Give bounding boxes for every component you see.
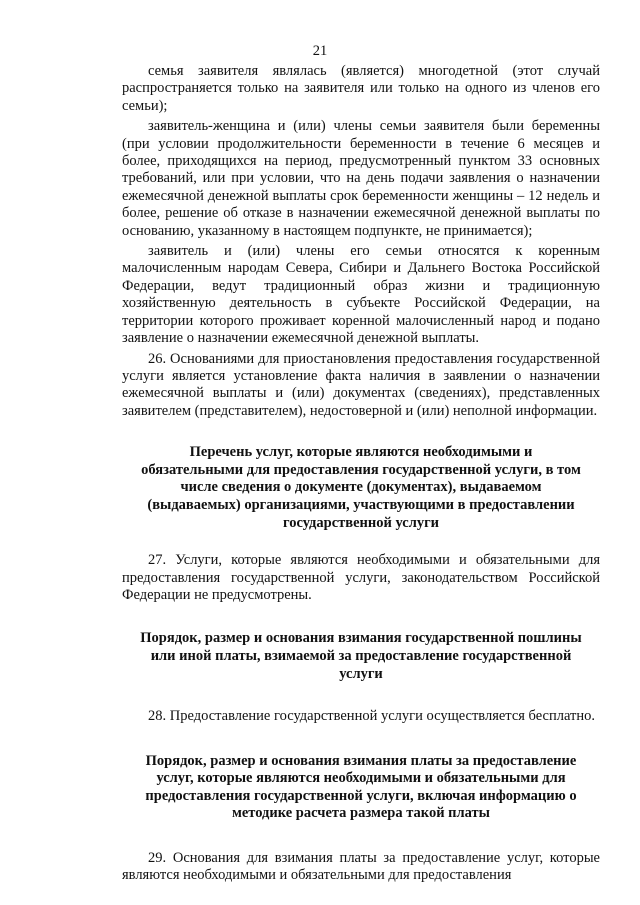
paragraph-26: 26. Основаниями для приостановления предоставления государственной услуги является установление факта наличия в заявлении о назначении ежемесячной выплаты и (или) документах (сведениях), представленных заявителем (представителем), недостоверной и (или) неполной информации. bbox=[122, 350, 600, 419]
paragraph-28: 28. Предоставление государственной услуги осуществляется бесплатно. bbox=[148, 708, 595, 725]
paragraph-29: 29. Основания для взимания платы за предоставление услуг, которые являются необходимыми и обязательными для предоставления bbox=[122, 849, 600, 884]
paragraph-pregnancy: заявитель-женщина и (или) члены семьи заявителя были беременны (при условии продолжительности беременности в течение 6 месяцев и более, приходящихся на период, предусмотренный пунктом 33 основных требований, или при условии, что на день подачи заявления о назначении ежемесячной денежной выплаты срок беременности женщины – 12 недель и более, решение об отказе в назначении ежемесячной денежной выплаты по основанию, указанному в настоящем подпункте, не принимается); bbox=[122, 118, 600, 239]
document-body bbox=[122, 63, 600, 885]
heading-state-fee: Порядок, размер и основания взимания государственной пошлины или иной платы, взимаемой за предоставление государственной услуги bbox=[140, 630, 582, 682]
heading-required-services: Перечень услуг, которые являются необходимыми и обязательными для предоставления государственной услуги, в том числе сведения о документе (документах), выдаваемом (выдаваемых) организациями, участвующими в предоставлении государственной услуги bbox=[141, 444, 581, 531]
heading-service-fee: Порядок, размер и основания взимания платы за предоставление услуг, которые являются необходимыми и обязательными для предоставления государственной услуги, включая информацию о методике расчета размера такой платы bbox=[145, 752, 577, 822]
paragraph-indigenous: заявитель и (или) члены его семьи относятся к коренным малочисленным народам Севера, Сибири и Дальнего Востока Российской Федерации, ведут традиционный образ жизни и традиционную хозяйственную деятельность в субъекте Российской Федерации, на территории которого проживает коренной малочисленный народ и подано заявление о назначении ежемесячной денежной выплаты. bbox=[122, 243, 600, 347]
paragraph-27: 27. Услуги, которые являются необходимыми и обязательными для предоставления государственной услуги, законодательством Российской Федерации не предусмотрены. bbox=[122, 552, 600, 603]
paragraph-large-family: семья заявителя являлась (является) многодетной (этот случай распространяется только на заявителя или только на одного из членов его семьи); bbox=[122, 63, 600, 114]
page-number: 21 bbox=[312, 43, 328, 59]
